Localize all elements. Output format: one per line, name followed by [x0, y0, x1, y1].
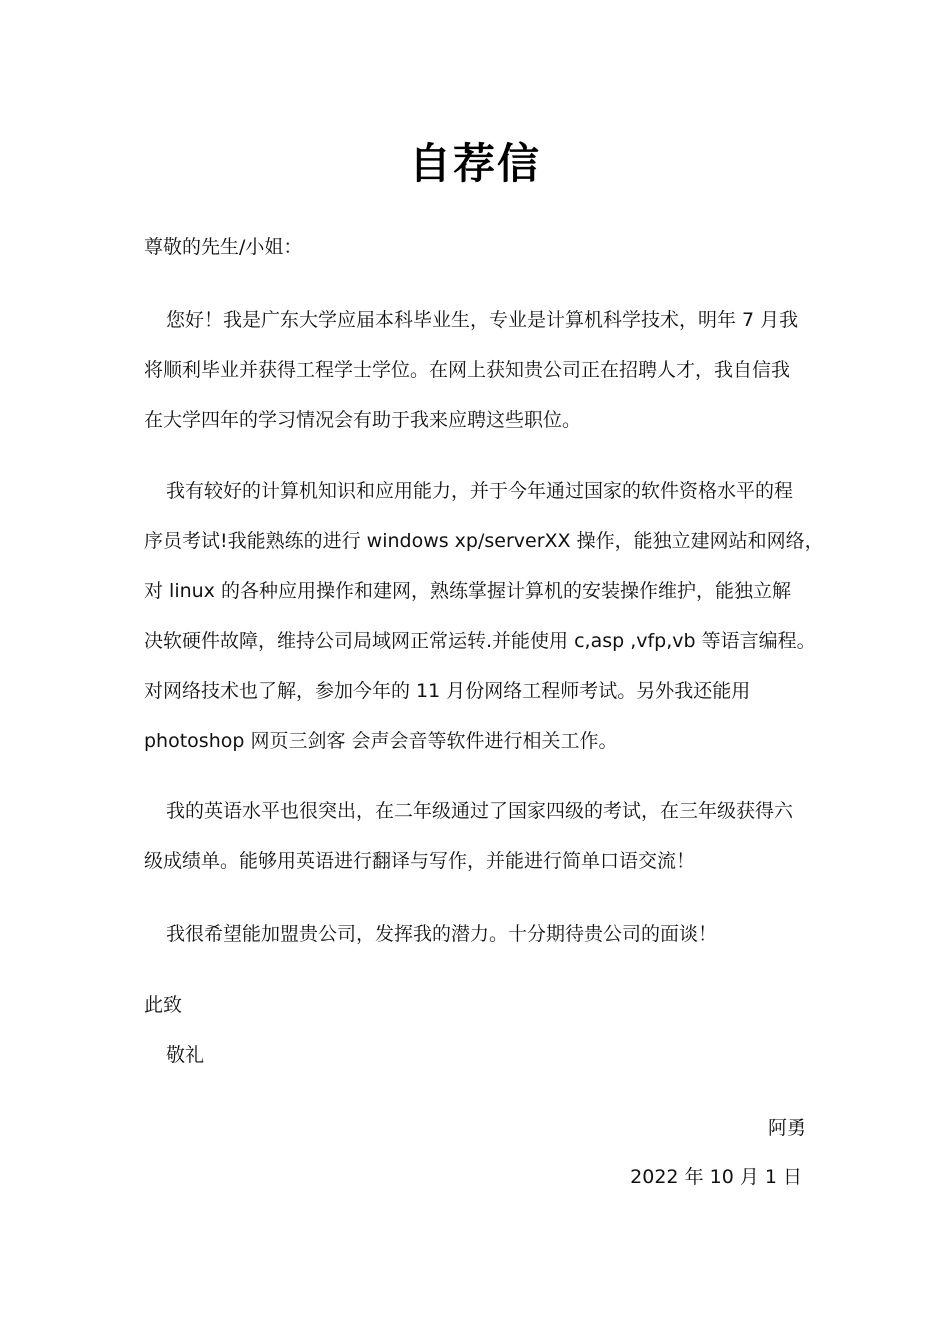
paragraph-line: photoshop 网页三剑客 会声会音等软件进行相关工作。 — [144, 730, 618, 752]
salutation — [144, 222, 814, 272]
date: 2022 年 10 月 1 日 — [630, 1166, 802, 1188]
paragraph-4 — [144, 909, 814, 959]
document-title: 自荐信 — [408, 139, 541, 188]
paragraph-line: 我的英语水平也很突出，在二年级通过了国家四级的考试，在三年级获得六 — [166, 800, 794, 822]
paragraph-1 — [144, 295, 814, 445]
paragraph-line: 决软硬件故障，维持公司局域网正常运转.并能使用 c,asp ,vfp,vb 等语言编程。 — [144, 630, 816, 652]
closing — [144, 980, 814, 1080]
paragraph-line: 您好！我是广东大学应届本科毕业生，专业是计算机科学技术，明年 7 月我 — [166, 309, 799, 331]
paragraph-3 — [144, 786, 814, 886]
signature: 阿勇 — [767, 1117, 806, 1139]
regards-text: 敬礼 — [166, 1044, 205, 1066]
paragraph-line: 对网络技术也了解，参加今年的 11 月份网络工程师考试。另外我还能用 — [144, 680, 751, 702]
paragraph-line: 将顺利毕业并获得工程学士学位。在网上获知贵公司正在招聘人才，我自信我 — [144, 359, 791, 381]
paragraph-line: 级成绩单。能够用英语进行翻译与写作，并能进行简单口语交流！ — [144, 850, 696, 872]
paragraph-line: 在大学四年的学习情况会有助于我来应聘这些职位。 — [144, 409, 582, 431]
paragraph-line: 对 linux 的各种应用操作和建网，熟练掌握计算机的安装操作维护，能独立解 — [144, 580, 791, 602]
paragraph-line: 我很希望能加盟贵公司，发挥我的潜力。十分期待贵公司的面谈！ — [166, 923, 718, 945]
salutation-text: 尊敬的先生/小姐： — [144, 236, 303, 258]
paragraph-2 — [144, 466, 824, 766]
closing-text: 此致 — [144, 994, 183, 1016]
paragraph-line: 序员考试!我能熟练的进行 windows xp/serverXX 操作，能独立建网站和网络， — [144, 530, 824, 552]
paragraph-line: 我有较好的计算机知识和应用能力，并于今年通过国家的软件资格水平的程 — [166, 480, 794, 502]
